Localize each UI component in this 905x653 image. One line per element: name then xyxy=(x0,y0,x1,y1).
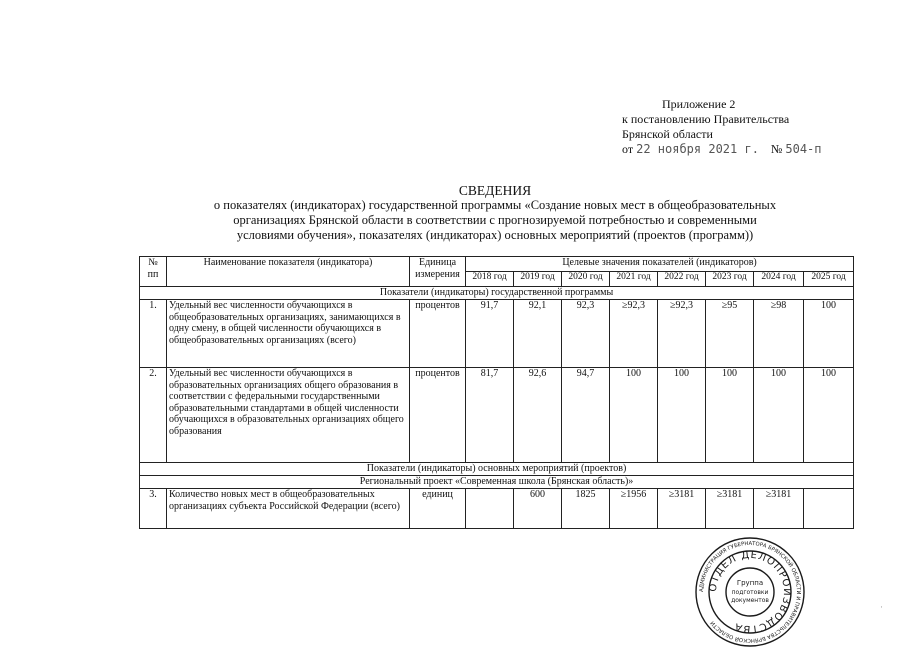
value-cell: ≥3181 xyxy=(658,489,706,529)
stamp-center-1: Группа xyxy=(736,579,764,587)
value-cell: 100 xyxy=(754,368,804,463)
value-cell: 92,3 xyxy=(562,300,610,368)
year-header: 2024 год xyxy=(754,272,804,287)
appendix-region: Брянской области xyxy=(622,127,713,141)
value-cell xyxy=(804,489,854,529)
subsection-header: Региональный проект «Современная школа (Брянская область)» xyxy=(140,476,854,489)
value-cell: 100 xyxy=(804,368,854,463)
indicator-name: Удельный вес численности обучающихся в общеобразовательных организациях, занимающихся в одну смену, в общей численности обучающихся в общеобразовательных организациях (всего) xyxy=(167,300,410,368)
year-header: 2019 год xyxy=(514,272,562,287)
value-cell: ≥98 xyxy=(754,300,804,368)
value-cell: ≥92,3 xyxy=(610,300,658,368)
unit-cell: процентов xyxy=(410,368,466,463)
section-header: Показатели (индикаторы) основных мероприятий (проектов) xyxy=(140,463,854,476)
table-row xyxy=(140,300,854,368)
appendix-block xyxy=(622,97,822,157)
value-cell: 92,1 xyxy=(514,300,562,368)
col-number-header: № пп xyxy=(140,257,167,287)
unit-cell: единиц xyxy=(410,489,466,529)
value-cell xyxy=(466,489,514,529)
value-cell: 81,7 xyxy=(466,368,514,463)
heading-line-1: о показателях (индикаторах) государственной программы «Создание новых мест в общеобразовательных xyxy=(213,198,777,212)
year-header: 2025 год xyxy=(804,272,854,287)
value-cell: ≥3181 xyxy=(754,489,804,529)
col-unit-header: Единица измерения xyxy=(410,257,466,287)
col-targets-header: Целевые значения показателей (индикаторов) xyxy=(466,257,854,272)
value-cell: 100 xyxy=(804,300,854,368)
number-value: 504-п xyxy=(785,142,822,156)
year-header: 2021 год xyxy=(610,272,658,287)
stamp-center-2: подготовки xyxy=(731,589,769,596)
year-header: 2023 год xyxy=(706,272,754,287)
appendix-title: Приложение 2 xyxy=(662,97,736,111)
stamp-center-3: документов xyxy=(731,597,769,604)
heading-line-2: организациях Брянской области в соответствии с прогнозируемой потребностью и современными xyxy=(233,213,757,227)
stamp-inner-text: ОТДЕЛ ДЕЛОПРОИЗВОДСТВА xyxy=(707,549,793,635)
value-cell: ≥92,3 xyxy=(658,300,706,368)
section-header: Показатели (индикаторы) государственной программы xyxy=(140,287,854,300)
value-cell: ≥3181 xyxy=(706,489,754,529)
value-cell: 100 xyxy=(658,368,706,463)
number-prefix: № xyxy=(770,142,783,156)
table-row xyxy=(140,489,854,529)
value-cell: 92,6 xyxy=(514,368,562,463)
indicator-name: Удельный вес численности обучающихся в образовательных организациях общего образования в соответствии с федеральными государственными образовательными стандартами в общей численности обучающихся в образовательных организациях общего образования xyxy=(167,368,410,463)
year-header: 2022 год xyxy=(658,272,706,287)
value-cell: 100 xyxy=(706,368,754,463)
row-number: 2. xyxy=(140,368,167,463)
value-cell: ≥95 xyxy=(706,300,754,368)
year-header: 2020 год xyxy=(562,272,610,287)
stamp-outer-text: АДМИНИСТРАЦИЯ ГУБЕРНАТОРА БРЯНСКОЙ ОБЛАСТИ И ПРАВИТЕЛЬСТВА БРЯНСКОЙ ОБЛАСТИ xyxy=(698,540,802,644)
indicators-table xyxy=(139,256,854,529)
indicator-name: Количество новых мест в общеобразовательных организациях субъекта Российской Федерации (всего) xyxy=(167,489,410,529)
date-value: 22 ноября 2021 г. xyxy=(636,142,759,156)
row-number: 1. xyxy=(140,300,167,368)
value-cell: 94,7 xyxy=(562,368,610,463)
value-cell: 100 xyxy=(610,368,658,463)
date-prefix: от xyxy=(622,142,634,156)
scan-speck: · xyxy=(880,602,883,612)
value-cell: 91,7 xyxy=(466,300,514,368)
heading-line-3: условиями обучения», показателях (индикаторах) основных мероприятий (проектов (программ)) xyxy=(236,228,754,242)
value-cell: 600 xyxy=(514,489,562,529)
official-stamp xyxy=(694,536,806,648)
year-header: 2018 год xyxy=(466,272,514,287)
row-number: 3. xyxy=(140,489,167,529)
table-row xyxy=(140,368,854,463)
appendix-date-line xyxy=(622,142,822,157)
value-cell: ≥1956 xyxy=(610,489,658,529)
unit-cell: процентов xyxy=(410,300,466,368)
document-title: СВЕДЕНИЯ xyxy=(458,183,532,198)
stamp-seal-icon xyxy=(694,536,806,648)
value-cell: 1825 xyxy=(562,489,610,529)
document-heading xyxy=(140,183,850,243)
appendix-decree: к постановлению Правительства xyxy=(622,112,790,126)
col-name-header: Наименование показателя (индикатора) xyxy=(167,257,410,287)
